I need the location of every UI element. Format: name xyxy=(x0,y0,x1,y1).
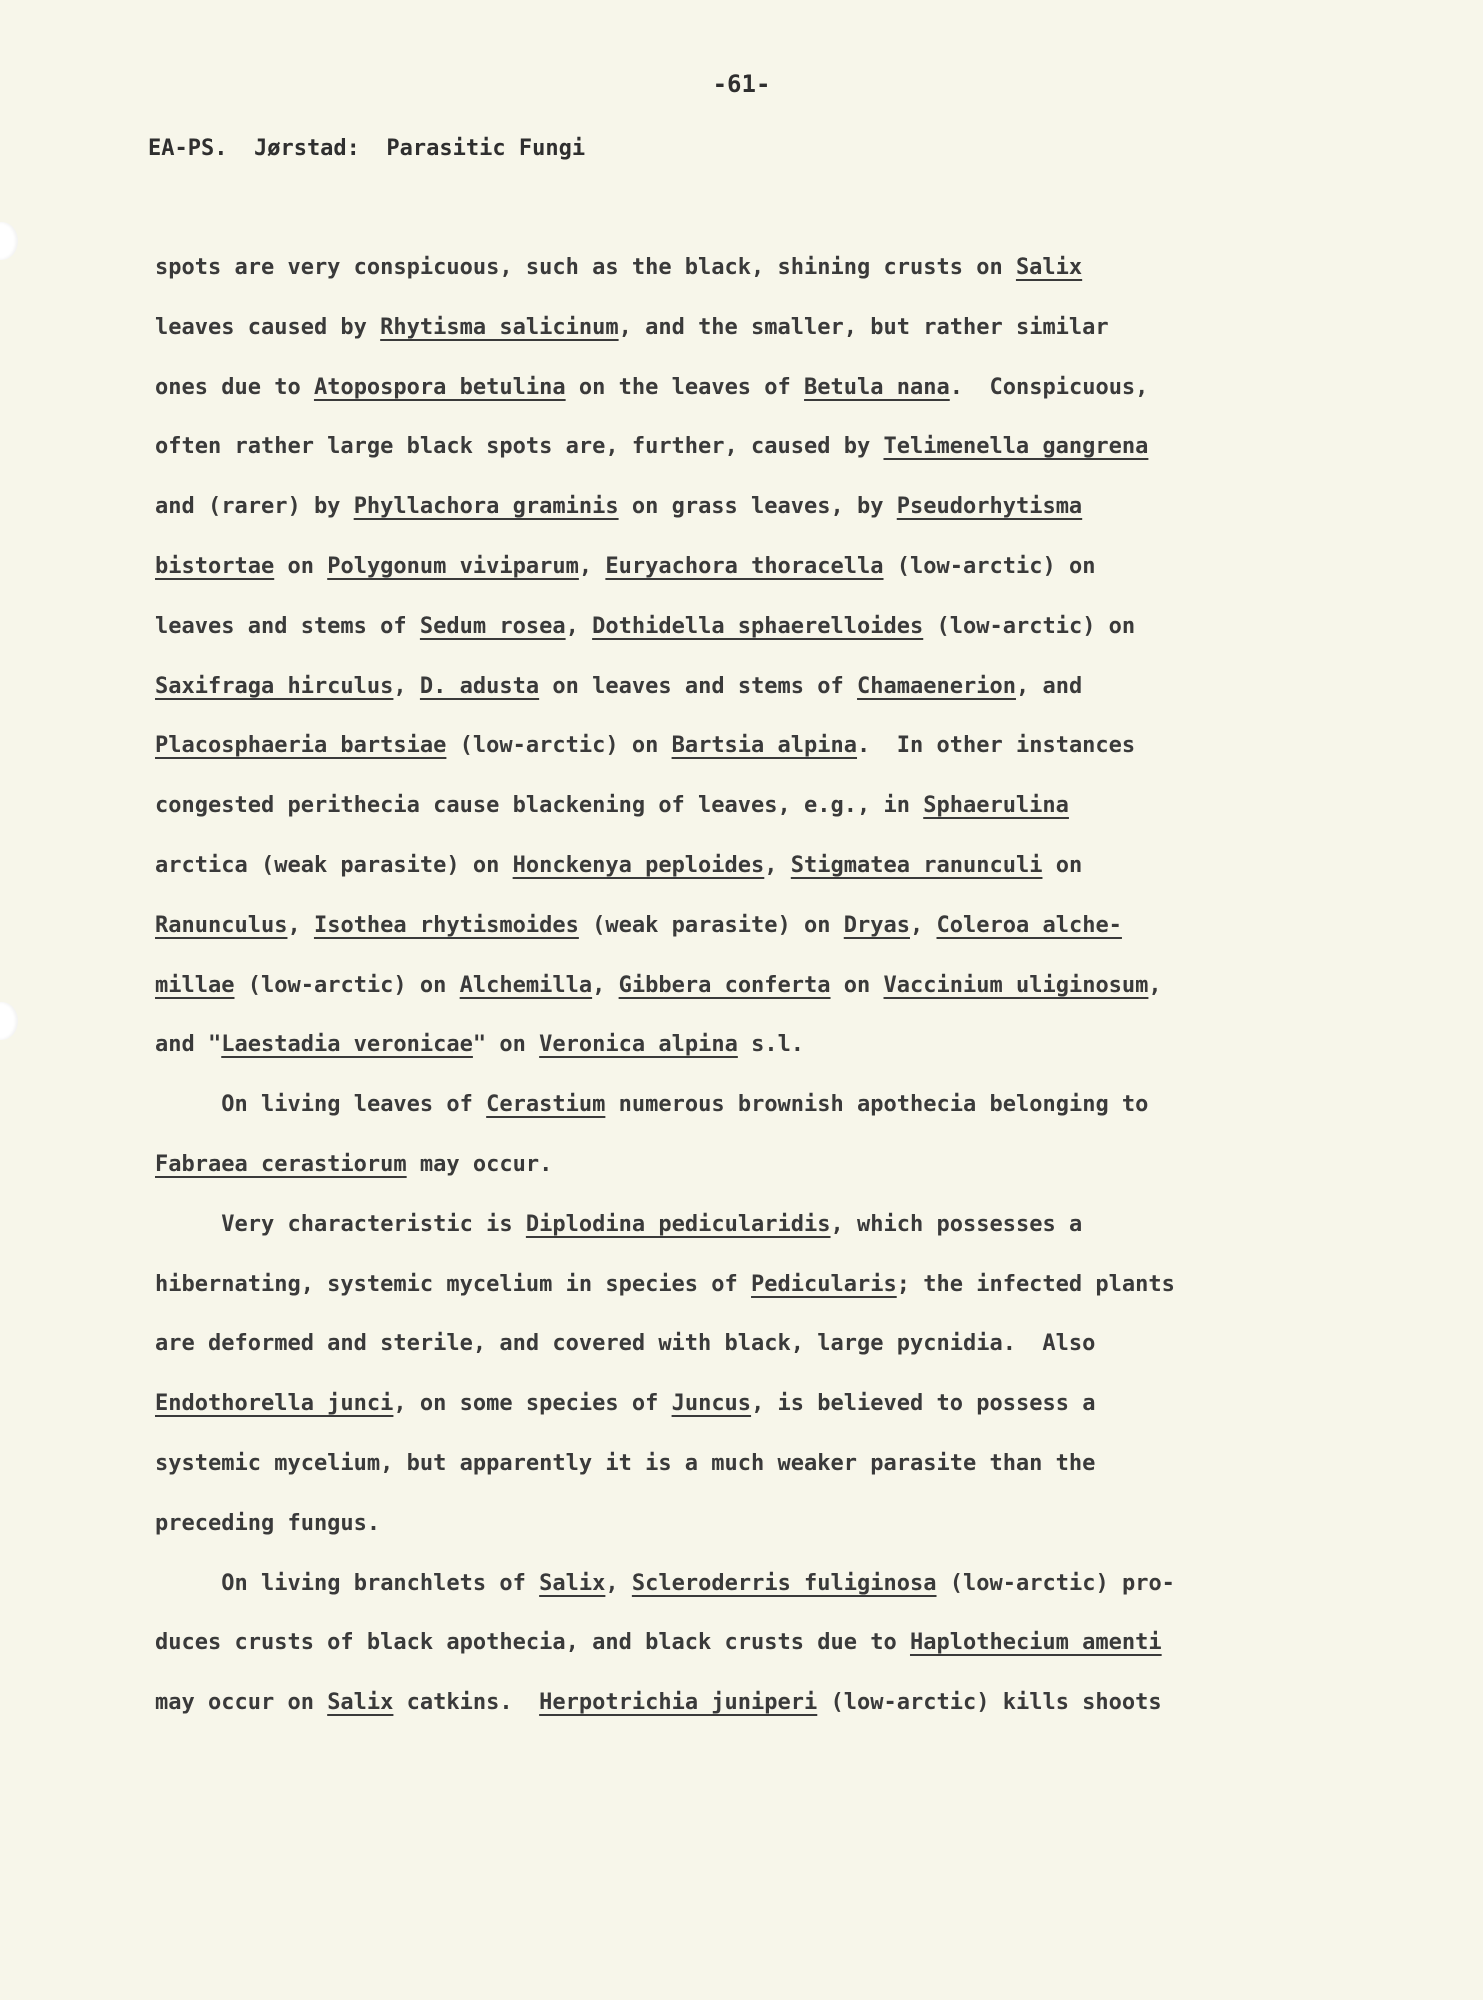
text-segment: may occur. xyxy=(406,1151,553,1177)
taxon-name: millae xyxy=(155,972,235,998)
taxon-name: Haplothecium amenti xyxy=(909,1630,1162,1656)
text-segment: , xyxy=(605,1570,632,1596)
text-segment: , xyxy=(1148,972,1162,998)
text-segment: duces crusts of black apothecia, and black crusts due to xyxy=(155,1630,910,1656)
text-line xyxy=(155,657,1335,717)
text-line xyxy=(155,1494,1335,1554)
text-segment: catkins. xyxy=(393,1690,540,1716)
text-segment: (low-arctic) kills shoots xyxy=(817,1690,1162,1716)
taxon-name: bistortae xyxy=(155,553,275,579)
body-text xyxy=(155,238,1335,1733)
text-line xyxy=(155,417,1335,477)
text-line xyxy=(155,1374,1335,1434)
text-line xyxy=(155,716,1335,776)
taxon-name: Vaccinium uliginosum xyxy=(883,972,1149,998)
taxon-name: Rhytisma salicinum xyxy=(380,314,619,340)
text-segment: ones due to xyxy=(155,374,314,400)
text-segment: systemic mycelium, but apparently it is a much weaker parasite than the xyxy=(155,1450,1096,1476)
text-segment: arctica (weak parasite) on xyxy=(155,852,513,878)
text-segment: , xyxy=(592,972,619,998)
text-line xyxy=(155,1075,1335,1135)
taxon-name: Ranunculus xyxy=(155,912,288,938)
text-line xyxy=(155,597,1335,657)
text-segment: , xyxy=(287,912,314,938)
text-segment: and (rarer) by xyxy=(155,494,354,520)
text-segment: may occur on xyxy=(155,1690,328,1716)
taxon-name: Diplodina pedicularidis xyxy=(525,1211,831,1237)
text-line xyxy=(155,1255,1335,1315)
text-segment: (low-arctic) on xyxy=(883,553,1096,579)
text-segment: . In other instances xyxy=(857,733,1136,759)
taxon-name: Placosphaeria bartsiae xyxy=(155,733,447,759)
running-header: EA-PS. Jørstad: Parasitic Fungi xyxy=(148,136,586,161)
text-line xyxy=(155,358,1335,418)
text-line xyxy=(155,896,1335,956)
taxon-name: Dryas xyxy=(843,912,910,938)
taxon-name: Salix xyxy=(1015,255,1083,280)
text-segment: often rather large black spots are, further, caused by xyxy=(155,434,884,460)
text-line xyxy=(155,1673,1335,1733)
taxon-name: Phyllachora graminis xyxy=(353,494,619,520)
text-line xyxy=(155,537,1335,597)
text-segment: on xyxy=(830,972,884,998)
taxon-name: Pseudorhytisma xyxy=(896,494,1083,520)
text-segment: , is believed to possess a xyxy=(751,1391,1096,1417)
taxon-name: Herpotrichia juniperi xyxy=(539,1690,818,1716)
taxon-name: Fabraea cerastiorum xyxy=(155,1151,407,1177)
text-line xyxy=(155,1554,1335,1614)
text-segment: and " xyxy=(155,1032,222,1058)
text-segment: , xyxy=(393,673,420,699)
text-line xyxy=(155,1314,1335,1374)
text-segment: ; the infected plants xyxy=(896,1271,1175,1297)
taxon-name: Dothidella sphaerelloides xyxy=(592,613,924,639)
text-segment: , xyxy=(764,852,791,878)
taxon-name: Alchemilla xyxy=(459,972,593,998)
text-segment: , xyxy=(578,553,606,579)
text-segment: . Conspicuous, xyxy=(949,374,1149,400)
text-line xyxy=(155,298,1335,358)
taxon-name: Pedicularis xyxy=(751,1271,897,1297)
text-segment: numerous brownish apothecia belonging to xyxy=(605,1092,1149,1118)
text-line xyxy=(155,477,1335,537)
taxon-name: Chamaenerion xyxy=(857,673,1016,699)
taxon-name: Telimenella gangrena xyxy=(883,434,1149,460)
text-segment: leaves caused by xyxy=(155,314,381,340)
text-segment: spots are very conspicuous, such as the black, shining crusts on xyxy=(155,255,1016,280)
text-segment: (low-arctic) on xyxy=(923,613,1136,639)
text-line xyxy=(155,776,1335,836)
taxon-name: Cerastium xyxy=(486,1092,606,1118)
text-segment: (low-arctic) pro- xyxy=(936,1570,1175,1596)
text-line xyxy=(155,1195,1335,1255)
taxon-name: Scleroderris fuliginosa xyxy=(631,1570,937,1596)
text-segment: (low-arctic) on xyxy=(234,972,460,998)
taxon-name: Isothea rhytismoides xyxy=(313,912,579,938)
text-segment: , and xyxy=(1015,673,1083,699)
taxon-name: Salix xyxy=(539,1570,606,1596)
taxon-name: Euryachora thoracella xyxy=(605,553,884,579)
text-line xyxy=(155,1613,1335,1673)
text-segment: On living branchlets of xyxy=(221,1570,540,1596)
text-segment: on xyxy=(1042,852,1083,878)
text-line xyxy=(155,836,1335,896)
text-segment: , and the smaller, but rather similar xyxy=(618,314,1109,340)
text-segment: , xyxy=(565,613,593,639)
text-line xyxy=(155,1135,1335,1195)
taxon-name: Juncus xyxy=(671,1391,752,1417)
taxon-name: Bartsia alpina xyxy=(671,733,858,759)
text-segment: , xyxy=(910,912,937,938)
taxon-name: Sedum rosea xyxy=(419,613,566,639)
taxon-name: Coleroa alche- xyxy=(936,912,1122,938)
text-segment: On living leaves of xyxy=(221,1092,487,1118)
text-segment: , which possesses a xyxy=(830,1211,1083,1237)
taxon-name: Laestadia veronicae xyxy=(221,1032,473,1058)
text-segment: on xyxy=(274,553,328,579)
text-segment: on grass leaves, by xyxy=(618,494,897,520)
page-number: -61- xyxy=(712,70,771,98)
text-segment: leaves and stems of xyxy=(155,613,420,639)
taxon-name: Honckenya peploides xyxy=(512,852,765,878)
taxon-name: Atopospora betulina xyxy=(313,374,566,400)
text-line xyxy=(155,1015,1335,1075)
text-segment: congested perithecia cause blackening of leaves, e.g., in xyxy=(155,793,924,819)
text-segment: hibernating, systemic mycelium in species of xyxy=(155,1271,752,1297)
text-segment: preceding fungus. xyxy=(155,1510,381,1536)
punch-hole xyxy=(0,222,18,260)
taxon-name: Sphaerulina xyxy=(923,793,1069,819)
text-segment: s.l. xyxy=(737,1032,805,1058)
text-segment: are deformed and sterile, and covered with black, large pycnidia. Also xyxy=(155,1331,1096,1357)
text-segment: (weak parasite) on xyxy=(578,912,844,938)
taxon-name: Stigmatea ranunculi xyxy=(790,852,1043,878)
taxon-name: Salix xyxy=(327,1690,394,1716)
text-line xyxy=(155,956,1335,1016)
text-line xyxy=(155,238,1335,298)
taxon-name: Veronica alpina xyxy=(539,1032,738,1058)
text-segment: on the leaves of xyxy=(565,374,805,400)
taxon-name: Gibbera conferta xyxy=(618,972,831,998)
taxon-name: D. adusta xyxy=(419,673,540,699)
taxon-name: Endothorella junci xyxy=(155,1391,394,1417)
text-segment: (low-arctic) on xyxy=(446,733,672,759)
taxon-name: Saxifraga hirculus xyxy=(155,673,394,699)
text-segment: , on some species of xyxy=(393,1391,672,1417)
text-segment: " on xyxy=(472,1032,540,1058)
text-segment: on leaves and stems of xyxy=(539,673,858,699)
taxon-name: Polygonum viviparum xyxy=(327,553,579,579)
punch-hole xyxy=(0,1002,18,1040)
taxon-name: Betula nana xyxy=(804,374,950,400)
text-line xyxy=(155,1434,1335,1494)
text-segment: Very characteristic is xyxy=(221,1211,526,1237)
